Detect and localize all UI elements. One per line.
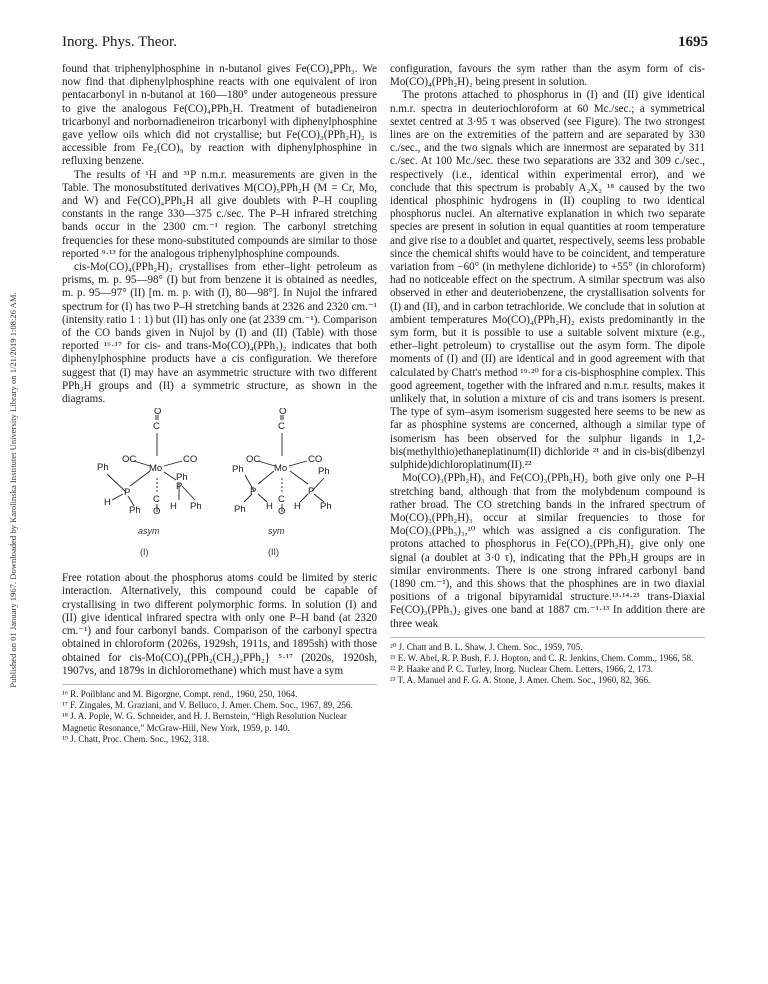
phosphorus-label: P — [308, 486, 315, 498]
oxygen-label: O — [153, 506, 161, 518]
paragraph: cis-Mo(CO)₄(PPh₂H)₂ crystallises from ether–light petroleum as prisms, m. p. 95—98° (I) but from benzene it is obtained as needles, m. p. 95—97° (II) [m. m. p. with (I), 80—98°]. In Nujol the infrared spectrum for (I) has two P–H stretching bands at 2326 and 2320 cm.⁻¹ (intensity ratio 1 : 1) but (II) has only one (at 2339 cm.⁻¹). Comparison of the CO bands given in Nujol by (I) and (II) (Table) with those reported ¹⁶·¹⁷ for cis- and trans-Mo(CO)₄(PPh₃)₂ indicates that both diphenylphosphine products have a cis configuration. We therefore suggest that (I) may have an asymmetric structure with two different PPh₂H groups and (II) a symmetric structure, as shown in the diagrams. — [62, 261, 377, 406]
page-number: 1695 — [678, 34, 708, 50]
oxygen-label: O — [279, 408, 287, 418]
provenance-sidebar — [0, 0, 26, 984]
footnote: ²² P. Haake and P. C. Turley, Inorg. Nuclear Chem. Letters, 1966, 2, 173. — [390, 664, 654, 675]
oxygen-label: O — [278, 506, 286, 518]
phosphorus-label: P — [250, 486, 257, 498]
footnote: ²¹ E. W. Abel, R. P. Bush, F. J. Hopton, and C. R. Jenkins, Chem. Comm., 1966, 58. — [390, 652, 694, 663]
oxygen-label: O — [154, 408, 162, 418]
footnotes-right — [390, 637, 705, 687]
carbonyl-label: OC — [122, 454, 137, 466]
paragraph: The results of ¹H and ³¹P n.m.r. measurements are given in the Table. The monosubstituted derivatives M(CO)₅PPh₂H (M = Cr, Mo, and W) and Fe(CO)₄PPh₂H all give doublets with P–H coupling constants in the range 330—375 c./sec. The P–H infrared stretching bands occur in the 2300 cm.⁻¹ region. The carbonyl stretching frequencies for these mono-substituted compounds are similar to those reported ⁹·¹³ for the analogous triphenylphosphine compounds. — [62, 168, 377, 260]
sym-caption: sym — [268, 526, 285, 537]
phenyl-label: Ph — [190, 501, 202, 513]
left-column — [62, 63, 377, 745]
phosphorus-label: P — [176, 481, 183, 493]
paragraph: found that triphenylphosphine in n-butanol gives Fe(CO)₄PPh₃. We now find that diphenylphosphine reacts with one equivalent of iron pentacarbonyl in n-butanol at 160—180° under autogeneous pressure to give the analogous Fe(CO)₄PPh₂H. Treatment of butadieneiron tricarbonyl and norbornadieneiron tricarbonyl with diphenylphosphine gave yellow oils which did not crystallise; but Fe(CO)₃(PPh₂H)₂ is accessible from Fe₂(CO)₉ by reaction with diphenylphosphine in refluxing benzene. — [62, 63, 377, 168]
paragraph: configuration, favours the sym rather than the asym form of cis-Mo(CO)₄(PPh₂H)₂ being present in solution. — [390, 63, 705, 89]
carbon-label: C — [278, 494, 285, 506]
molybdenum-label: Mo — [274, 463, 288, 475]
carbonyl-label: OC — [246, 454, 261, 466]
hydrogen-label: H — [294, 501, 301, 513]
phenyl-label: Ph — [318, 466, 330, 478]
structure-diagram — [62, 408, 377, 560]
footnote: ²⁰ J. Chatt and B. L. Shaw, J. Chem. Soc., 1959, 705. — [390, 641, 583, 652]
molybdenum-label: Mo — [149, 463, 163, 475]
running-header — [62, 34, 708, 54]
carbon-label: C — [278, 421, 285, 433]
footnote: ¹⁶ R. Poilblanc and M. Bigorgne, Compt. rend., 1960, 250, 1064. — [62, 688, 298, 699]
compound-II-label: (II) — [268, 547, 279, 558]
hydrogen-label: H — [266, 501, 273, 513]
phenyl-label: Ph — [234, 504, 246, 516]
phenyl-label: Ph — [320, 501, 332, 513]
carbonyl-label: CO — [183, 454, 198, 466]
hydrogen-label: H — [170, 501, 177, 513]
carbon-label: C — [153, 421, 160, 433]
carbon-label: C — [153, 494, 160, 506]
footnote: ¹⁷ F. Zingales, M. Graziani, and V. Belluco, J. Amer. Chem. Soc., 1967, 89, 256. — [62, 700, 353, 711]
provenance-text: Published on 01 January 1967. Downloaded by Karolinska Institutet University Library on 1/21/2019 1:08:26 AM. — [8, 292, 18, 688]
footnote: ¹⁹ J. Chatt, Proc. Chem. Soc., 1962, 318. — [62, 733, 210, 744]
footnotes-left — [62, 684, 377, 745]
footnote: ¹⁸ J. A. Pople, W. G. Schneider, and H. J. Bernstein, “High Resolution Nuclear Magnetic Resonance,” McGraw-Hill, New York, 1959, p. 140. — [62, 711, 347, 733]
hydrogen-label: H — [104, 497, 111, 509]
phenyl-label: Ph — [176, 472, 188, 484]
carbonyl-label: CO — [308, 454, 323, 466]
right-column — [390, 63, 705, 687]
journal-section-title: Inorg. Phys. Theor. — [62, 34, 177, 50]
phenyl-label: Ph — [129, 505, 141, 517]
phosphorus-label: P — [124, 487, 131, 499]
paragraph: Mo(CO)₃(PPh₂H)₃ and Fe(CO)₃(PPh₂H)₂ both give only one P–H stretching band, although that from the molybdenum compound is rather broad. The CO stretching bands in the infrared spectrum of Mo(CO)₃(PPh₂H)₃ occur at similar frequencies to those for Mo(CO)₃(PPh₃)₃,¹⁰ which was assigned a cis configuration. The protons attached to phosphorus in Fe(CO)₃(PPh₂H)₂ give only one signal (a doublet at 3·0 τ), indicating that the PPh₂H groups are in similar environments. There is one strong infrared carbonyl band (1890 cm.⁻¹), and this shows that the phosphines are in two diaxial positions of a trigonal bipyramidal structure.¹³·¹⁴·²³ trans-Diaxial Fe(CO)₃(PPh₃)₂ gives one band at 1887 cm.⁻¹·¹³ In addition there are three weak — [390, 472, 705, 630]
paragraph: The protons attached to phosphorus in (I) and (II) give identical n.m.r. spectra in deuteriochloroform at 60 Mc./sec.; a symmetrical sextet centred at 3·95 τ was observed (see Figure). The two strongest lines are on the extremities of the pattern and are separated by 330 c./sec., and the two signals which are innermost are separated by 311 c./sec. At 100 Mc./sec. these two separations are 332 and 309 c./sec., respectively (i.e., identical within experimental error), and we conclude that this spectrum is probably A₂X₂ ¹⁸ caused by the two identical phosphinic hydrogens in (II) coupling to two identical phosphorus nuclei. An alternative explanation in which two separate species are present in solution in equal quantities at room temperature and give rise to a doublet and quartet, respectively, seems less probable since the chemical shifts would have to be coincident, and temperature variation from −60° (in methylene dichloride) to +55° (in chloroform) had no noticeable effect on the spectrum. A similar spectrum was also observed in ether and deuteriobenzene, the crystallisation solvents for (I) and (II), and in carbon tetrachloride. We conclude that in solution at ambient temperatures Mo(CO)₄(PPh₂H)₂ exists predominantly in the sym form, but it is possible to use a suitable solvent mixture (e.g., ether–light petroleum) to crystallise out the asym form. The dipole moments of (I) and (II) are identical and in good agreement with that calculated by Chatt's method ¹⁹·²⁰ for a cis-bisphosphine complex. This good agreement, together with the infrared and n.m.r. results, makes it unlikely that, in solution a mixture of cis and trans isomers is present. The type of sym–asym isomerism suggested here seems to be new as far as phosphine systems are concerned, although a similar type of isomerism has been observed for the sulphur ligands in 1,2-bis(methylthio)ethaneplatinum(II) dichloride ²¹ and in cis-bis(dibenzyl sulphide)dichloroplatinum(II).²² — [390, 89, 705, 472]
compound-I-label: (I) — [140, 547, 149, 558]
asym-caption: asym — [138, 526, 160, 537]
paragraph: Free rotation about the phosphorus atoms could be limited by steric interaction. Alternatively, this compound could be capable of crystallising in two different polymorphic forms. In solution (I) and (II) give identical infrared spectra with only one P–H band (at 2320 cm.⁻¹) and four carbonyl bands. Comparison of the carbonyl spectra obtained in chloroform (2026s, 1929sh, 1911s, and 1895sh) with those obtained for cis-Mo(CO)₄(PPh₂(CH₂)₂PPh₂} ⁵·¹⁷ (2020s, 1920sh, 1907vs, and 1879s in dichloromethane) which must have a sym — [62, 572, 377, 677]
isomer-structure-figure — [62, 408, 377, 560]
phenyl-label: Ph — [232, 464, 244, 476]
phenyl-label: Ph — [97, 462, 109, 474]
footnote: ²³ T. A. Manuel and F. G. A. Stone, J. Amer. Chem. Soc., 1960, 82, 366. — [390, 675, 651, 686]
